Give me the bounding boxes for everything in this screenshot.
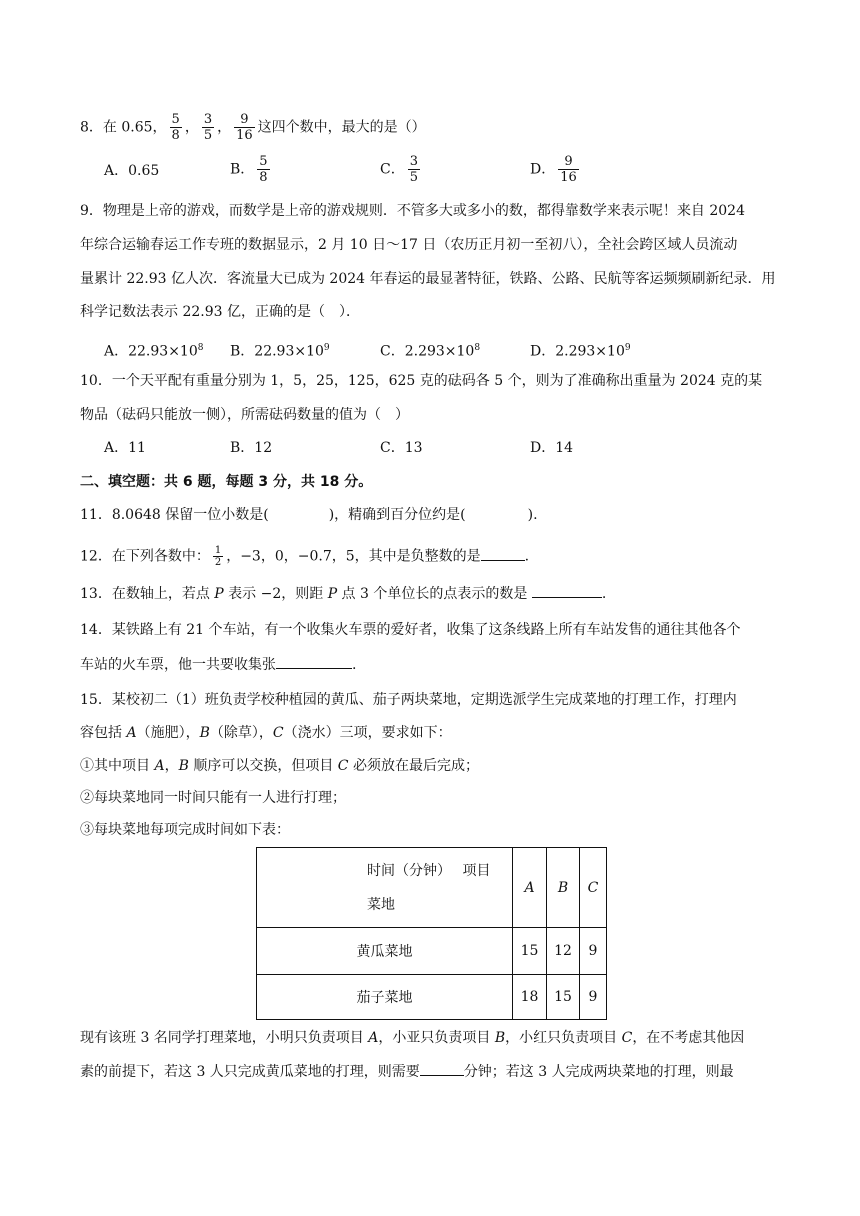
q10-option-c: C．13 xyxy=(380,440,423,456)
column-header-b: B xyxy=(547,848,580,928)
section-2-heading: 二、填空题：共 6 题，每题 3 分，共 18 分。 xyxy=(80,474,373,490)
q15-rule-1: ①其中项目 A，B 顺序可以交换，但项目 C 必须放在最后完成； xyxy=(80,758,479,774)
table-cell: 15 xyxy=(513,928,547,975)
row-label-cucumber: 黄瓜菜地 xyxy=(257,928,513,975)
q8-stem-start: 8．在 0.65， xyxy=(80,119,167,136)
q8-stem-end: 这四个数中，最大的是（） xyxy=(257,119,426,136)
q10-option-d: D．14 xyxy=(530,440,574,456)
question-8-stem xyxy=(80,112,426,143)
table-header-row xyxy=(257,848,607,928)
q9-line-4: 科学记数法表示 22.93 亿，正确的是（ ）． xyxy=(80,304,360,320)
table-cell: 15 xyxy=(547,975,580,1020)
q8-option-a: A．0.65 xyxy=(104,163,160,179)
answer-blank xyxy=(532,583,602,598)
q9-line-1: 9．物理是上帝的游戏，而数学是上帝的游戏规则．不管多大或多小的数，都得靠数学来表示呢！来自 2024 xyxy=(80,203,745,219)
q15-rule-3: ③每块菜地每项完成时间如下表： xyxy=(80,822,290,838)
q12-line: 12．在下列各数中： $\frac{1}{2}$ ，−3，0，−0.7，5，其中是负整数的是 . xyxy=(80,545,530,568)
q8-option-b: B． $\frac{5}{8}$ xyxy=(230,154,268,185)
table-row xyxy=(257,928,607,975)
q9-line-3: 量累计 22.93 亿人次．客流量大已成为 2024 年春运的最显著特征，铁路、公路、民航等客运频频刷新纪录．用 xyxy=(80,271,776,287)
row-label-eggplant: 茄子菜地 xyxy=(257,975,513,1020)
q15-rule-2: ②每块菜地同一时间只能有一人进行打理； xyxy=(80,790,346,806)
q15-para-line-1: 现有该班 3 名同学打理菜地，小明只负责项目 A，小亚只负责项目 B，小红只负责项目 C，在不考虑其他因 xyxy=(80,1030,745,1046)
table-cell: 12 xyxy=(547,928,580,975)
q10-option-b: B．12 xyxy=(230,440,273,456)
table-row xyxy=(257,975,607,1020)
column-header-a: A xyxy=(513,848,547,928)
q15-line-1: 15．某校初二（1）班负责学校种植园的黄瓜、茄子两块菜地，定期选派学生完成菜地的打理工作，打理内 xyxy=(80,692,737,708)
table-cell: 9 xyxy=(580,928,607,975)
fraction-3-5: $\frac{3}{5}$ xyxy=(203,112,213,143)
comma: ， xyxy=(184,119,199,136)
q14-line-1: 14．某铁路上有 21 个车站，有一个收集火车票的爱好者，收集了这条线路上所有车站发售的通往其他各个 xyxy=(80,622,741,638)
q9-option-b: B．$22.93\times 10^9$ xyxy=(230,343,330,360)
q15-para-line-2: 素的前提下，若这 3 人只完成黄瓜菜地的打理，则需要 分钟；若这 3 人完成两块菜地的打理，则最 xyxy=(80,1061,734,1082)
table-cell: 9 xyxy=(580,975,607,1020)
q15-line-2: 容包括 A（施肥），B（除草），C（浇水）三项，要求如下： xyxy=(80,725,452,741)
q9-option-d: D．$2.293\times 10^9$ xyxy=(530,343,631,360)
comma: ， xyxy=(217,119,232,136)
fraction-9-16: $\frac{9}{16}$ xyxy=(236,112,253,143)
time-table xyxy=(256,847,607,1020)
table-diagonal-header: 时间（分钟） 项目 菜地 xyxy=(257,848,513,928)
q9-line-2: 年综合运输春运工作专班的数据显示，2 月 10 日～17 日（农历正月初一至初八），全社会跨区域人员流动 xyxy=(80,237,738,253)
q9-option-a: A．$22.93\times 10^8$ xyxy=(104,343,204,360)
q13-line: 13．在数轴上，若点 P 表示 −2，则距 P 点 3 个单位长的点表示的数是 . xyxy=(80,583,606,604)
q10-line-2: 物品（砝码只能放一侧），所需砝码数量的值为（ ） xyxy=(80,407,409,423)
q8-option-d: D． $\frac{9}{16}$ xyxy=(530,154,577,185)
table-cell: 18 xyxy=(513,975,547,1020)
answer-blank xyxy=(276,654,352,669)
q10-option-a: A．11 xyxy=(104,440,146,456)
q8-option-c: C． $\frac{3}{5}$ xyxy=(380,154,418,185)
q10-line-1: 10．一个天平配有重量分别为 1，5，25，125，625 克的砝码各 5 个，则为了准确称出重量为 2024 克的某 xyxy=(80,373,763,389)
q14-line-2: 车站的火车票，他一共要收集张 . xyxy=(80,654,356,675)
q11-line: 11．8.0648 保留一位小数是( )，精确到百分位约是( ). xyxy=(80,507,538,523)
q9-option-c: C．$2.293\times 10^8$ xyxy=(380,343,481,360)
answer-blank xyxy=(420,1061,464,1076)
column-header-c: C xyxy=(580,848,607,928)
fraction-5-8: $\frac{5}{8}$ xyxy=(171,112,180,143)
fraction-1-2: $\frac{1}{2}$ xyxy=(214,545,222,568)
answer-blank xyxy=(481,546,525,561)
